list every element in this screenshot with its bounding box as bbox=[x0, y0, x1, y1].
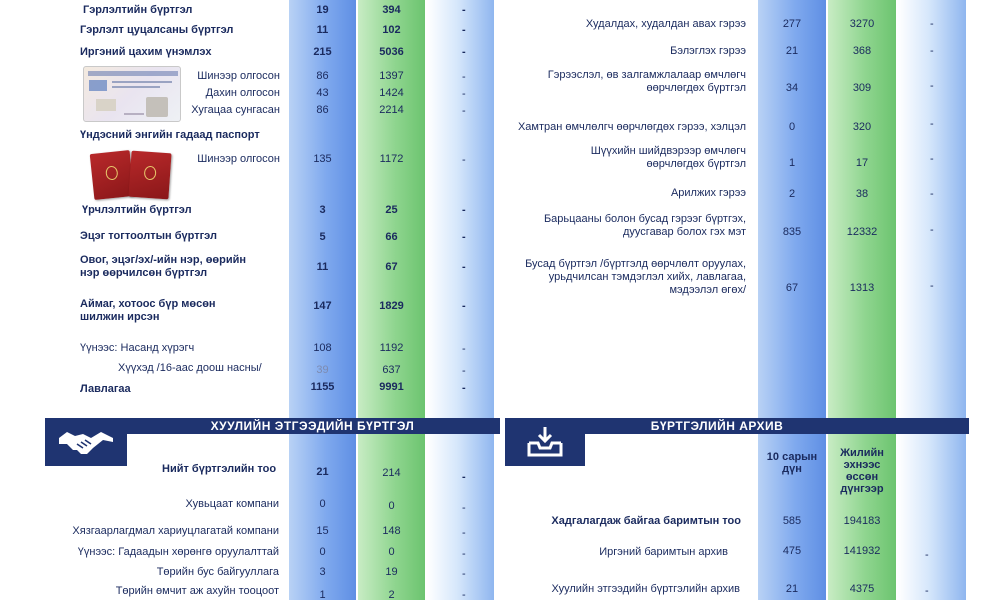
row-label-line3: мэдээлэл өгөх/ bbox=[669, 284, 746, 296]
row-value-ytd: 2 bbox=[388, 589, 395, 600]
row-value-ytd: 1424 bbox=[379, 87, 404, 99]
row-value-change: - bbox=[462, 589, 466, 600]
header-line: дүнгээр bbox=[840, 483, 884, 495]
row-label: Дахин олгосон bbox=[205, 87, 280, 99]
left-fade-column bbox=[427, 0, 494, 600]
row-value-ytd: 194183 bbox=[843, 515, 881, 527]
row-value-ytd: 0 bbox=[388, 500, 395, 512]
row-value-ytd: 2214 bbox=[379, 104, 404, 116]
id-card-image bbox=[83, 66, 181, 122]
row-value-change: - bbox=[930, 224, 934, 236]
row-value-change: - bbox=[462, 261, 466, 273]
row-label: Үндэсний энгийн гадаад паспорт bbox=[80, 129, 260, 141]
row-value-month: 3 bbox=[319, 204, 326, 216]
row-value-change: - bbox=[462, 105, 466, 117]
row-label: Гэрлэлт цуцалсаны бүртгэл bbox=[80, 24, 234, 36]
passport-image bbox=[90, 150, 135, 200]
row-label: Нийт бүртгэлийн тоо bbox=[162, 463, 277, 475]
row-label: Үрчлэлтийн бүртгэл bbox=[82, 204, 192, 216]
header-line: 10 сарын bbox=[766, 451, 818, 463]
row-label-line1: Аймаг, хотоос бүр мөсөн bbox=[80, 298, 216, 310]
header-line: Жилийн bbox=[840, 447, 884, 459]
row-label: Гэрлэлтийн бүртгэл bbox=[83, 4, 193, 16]
row-value-month: 277 bbox=[782, 18, 802, 30]
row-value-ytd: 25 bbox=[385, 204, 398, 216]
row-value-ytd: 148 bbox=[382, 525, 401, 537]
row-value-change: - bbox=[462, 300, 466, 312]
row-value-ytd: 38 bbox=[855, 188, 869, 200]
row-label-line1: Барьцааны болон бусад гэрээг бүртгэх, bbox=[543, 213, 746, 225]
row-value-ytd: 5036 bbox=[379, 46, 404, 58]
row-value-month: 0 bbox=[319, 546, 326, 558]
archive-title: БҮРТГЭЛИЙН АРХИВ bbox=[650, 419, 784, 433]
row-value-change: - bbox=[462, 24, 466, 36]
row-value-change: - bbox=[930, 153, 934, 165]
inbox-download-icon bbox=[525, 425, 565, 459]
row-value-ytd: 17 bbox=[855, 157, 869, 169]
row-value-month: 0 bbox=[788, 121, 796, 133]
row-value-ytd: 637 bbox=[382, 364, 401, 376]
row-value-change: - bbox=[462, 154, 466, 166]
row-value-month: 43 bbox=[316, 87, 329, 99]
row-value-ytd: 1313 bbox=[849, 282, 875, 294]
row-label: Хүүхэд /16-аас доош насны/ bbox=[118, 362, 262, 374]
row-value-ytd: 394 bbox=[382, 4, 401, 16]
row-label: Иргэний цахим үнэмлэх bbox=[80, 46, 212, 58]
row-value-month: 5 bbox=[319, 231, 326, 243]
row-label-line1: Бусад бүртгэл /бүртгэлд өөрчлөлт оруулах, bbox=[525, 258, 746, 270]
row-value-ytd: 1397 bbox=[379, 70, 404, 82]
row-value-month: 21 bbox=[785, 45, 799, 57]
header-line: эхнээс bbox=[843, 459, 881, 471]
row-label: Арилжих гэрээ bbox=[670, 187, 746, 199]
row-label: Хугацаа сунгасан bbox=[191, 104, 280, 116]
row-value-change: - bbox=[462, 527, 466, 539]
row-value-month: 585 bbox=[782, 515, 802, 527]
row-value-change: - bbox=[462, 382, 466, 394]
row-value-ytd: 67 bbox=[385, 261, 398, 273]
row-value-ytd: 102 bbox=[382, 24, 401, 36]
row-label-line2: өөрчлөгдөх бүртгэл bbox=[646, 158, 746, 170]
row-value-change: - bbox=[462, 548, 466, 560]
row-label-line2: өөрчлөгдөх бүртгэл bbox=[646, 82, 746, 94]
row-value-change: - bbox=[930, 80, 934, 92]
row-value-month: 215 bbox=[313, 46, 332, 58]
row-value-change: - bbox=[930, 280, 934, 292]
row-value-month: 21 bbox=[316, 466, 329, 478]
row-value-change: - bbox=[930, 188, 934, 200]
row-label: Хадгалагдаж байгаа баримтын тоо bbox=[551, 515, 741, 527]
row-value-change: - bbox=[925, 585, 929, 597]
row-label: Лавлагаа bbox=[80, 383, 131, 395]
row-value-ytd: 19 bbox=[385, 566, 398, 578]
row-value-month: 11 bbox=[316, 261, 329, 273]
row-label: Хамтран өмчлөлгч өөрчлөгдөх гэрээ, хэлцэл bbox=[517, 121, 746, 133]
column-header-ytd bbox=[828, 447, 896, 495]
row-value-change: - bbox=[930, 18, 934, 30]
passport-image bbox=[128, 151, 171, 200]
row-label: Хувьцаат компани bbox=[185, 498, 279, 510]
row-value-change: - bbox=[930, 118, 934, 130]
row-label: Төрийн бус байгууллага bbox=[156, 566, 279, 578]
row-label: Хязгаарлагдмал хариуцлагатай компани bbox=[72, 525, 279, 537]
row-value-ytd: 309 bbox=[852, 82, 872, 94]
row-value-month: 475 bbox=[782, 545, 802, 557]
row-value-month: 0 bbox=[319, 498, 326, 510]
row-value-month: 835 bbox=[782, 226, 802, 238]
row-value-month: 1 bbox=[788, 157, 796, 169]
row-value-change: - bbox=[462, 471, 466, 483]
row-value-month: 147 bbox=[313, 300, 332, 312]
row-label: Үүнээс: Гадаадын хөрөнгө оруулалттай bbox=[77, 546, 279, 558]
row-value-change: - bbox=[462, 568, 466, 580]
legal-entity-title: ХУУЛИЙН ЭТГЭЭДИЙН БҮРТГЭЛ bbox=[210, 419, 415, 433]
row-label: Төрийн өмчит аж ахуйн тооцоот bbox=[115, 585, 279, 597]
row-value-ytd: 320 bbox=[852, 121, 872, 133]
row-value-month: 15 bbox=[316, 525, 329, 537]
row-value-ytd: 3270 bbox=[849, 18, 875, 30]
row-label-line2: дуусгавар болох гэх мэт bbox=[623, 226, 746, 238]
row-label-line1: Шүүхийн шийдвэрээр өмчлөгч bbox=[590, 145, 746, 157]
row-value-ytd: 12332 bbox=[846, 226, 878, 238]
row-value-change: - bbox=[462, 343, 466, 355]
row-value-month: 86 bbox=[316, 104, 329, 116]
inbox-icon-box bbox=[505, 418, 585, 466]
row-value-change: - bbox=[462, 365, 466, 377]
row-value-ytd: 141932 bbox=[843, 545, 881, 557]
row-value-month: 135 bbox=[313, 153, 332, 165]
row-value-month: 67 bbox=[785, 282, 799, 294]
row-label: Эцэг тогтоолтын бүртгэл bbox=[80, 230, 217, 242]
handshake-icon-box bbox=[45, 418, 127, 466]
row-value-change: - bbox=[462, 502, 466, 514]
header-line: өссөн bbox=[845, 471, 879, 483]
row-label: Үүнээс: Насанд хүрэгч bbox=[80, 342, 195, 354]
row-value-month: 108 bbox=[313, 342, 332, 354]
row-value-month: 19 bbox=[316, 4, 329, 16]
row-value-month: 2 bbox=[788, 188, 796, 200]
row-value-month: 86 bbox=[316, 70, 329, 82]
row-label-line1: Овог, эцэг/эх/-ийн нэр, өөрийн bbox=[80, 254, 247, 266]
row-value-month: 3 bbox=[319, 566, 326, 578]
row-label: Шинээр олгосон bbox=[197, 153, 280, 165]
row-value-month: 21 bbox=[785, 583, 799, 595]
row-label: Бэлэглэх гэрээ bbox=[670, 45, 746, 57]
row-value-change: - bbox=[462, 204, 466, 216]
row-value-ytd: 1192 bbox=[379, 342, 404, 354]
row-value-change: - bbox=[925, 549, 929, 561]
row-value-month: 34 bbox=[785, 82, 799, 94]
row-value-ytd: 0 bbox=[388, 546, 395, 558]
row-label-line1: Гэрээслэл, өв залгамжлалаар өмчлөгч bbox=[547, 69, 746, 81]
row-value-ytd: 4375 bbox=[849, 583, 875, 595]
row-value-month: 39 bbox=[316, 364, 329, 376]
row-value-ytd: 9991 bbox=[379, 381, 404, 393]
row-value-ytd: 66 bbox=[385, 231, 398, 243]
row-value-change: - bbox=[462, 4, 466, 16]
row-value-ytd: 214 bbox=[382, 467, 401, 479]
header-line: дүн bbox=[782, 463, 802, 475]
row-value-month: 11 bbox=[316, 24, 329, 36]
row-value-ytd: 1172 bbox=[379, 153, 404, 165]
handshake-icon bbox=[57, 424, 115, 460]
row-value-change: - bbox=[462, 46, 466, 58]
row-label: Шинээр олгосон bbox=[197, 70, 280, 82]
row-value-change: - bbox=[462, 88, 466, 100]
row-value-change: - bbox=[462, 231, 466, 243]
row-value-month: 1155 bbox=[310, 381, 335, 393]
row-value-change: - bbox=[930, 45, 934, 57]
row-label-line2: нэр өөрчилсөн бүртгэл bbox=[80, 267, 208, 279]
column-header-month bbox=[758, 451, 826, 475]
row-value-month: 1 bbox=[319, 589, 326, 600]
row-value-change: - bbox=[462, 71, 466, 83]
row-label: Хуулийн этгээдийн бүртгэлийн архив bbox=[551, 583, 740, 595]
row-label-line2: урьдчилсан тэмдэглэл хийх, лавлагаа, bbox=[548, 271, 746, 283]
row-label: Иргэний баримтын архив bbox=[599, 546, 728, 558]
row-value-ytd: 368 bbox=[852, 45, 872, 57]
row-label: Худалдах, худалдан авах гэрээ bbox=[585, 18, 746, 30]
row-value-ytd: 1829 bbox=[379, 300, 404, 312]
row-label-line2: шилжин ирсэн bbox=[80, 311, 160, 323]
